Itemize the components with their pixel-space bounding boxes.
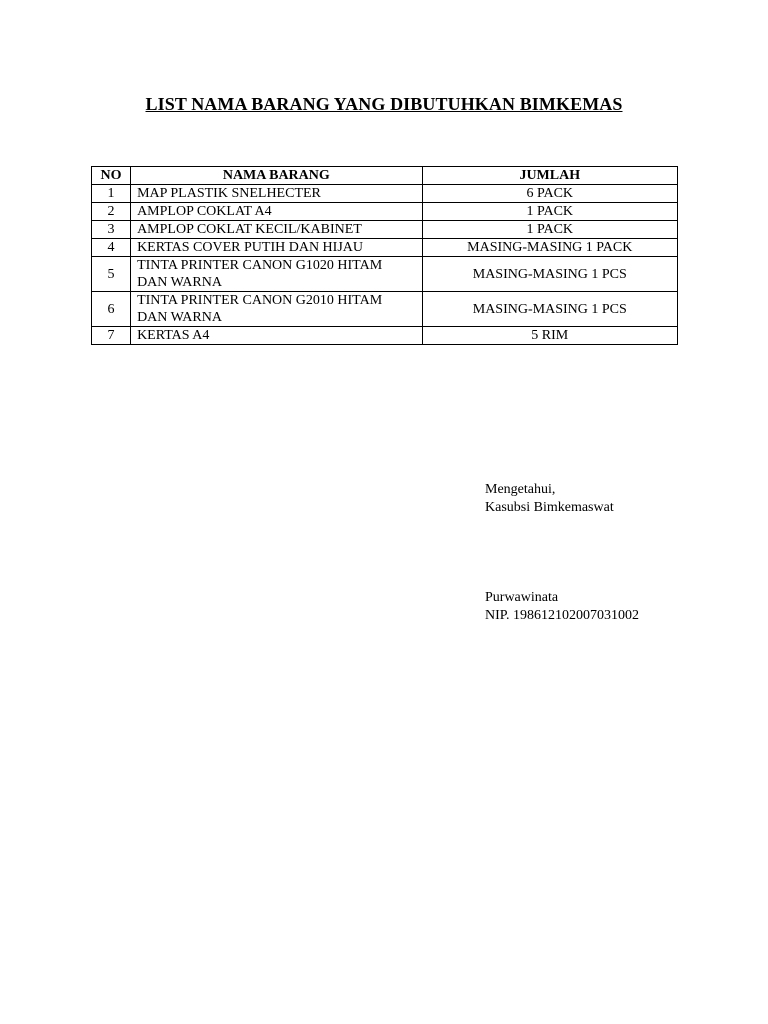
cell-nama-barang: AMPLOP COKLAT KECIL/KABINET — [131, 221, 422, 239]
table-row — [92, 203, 678, 221]
cell-jumlah: 1 PACK — [422, 203, 677, 221]
cell-no: 1 — [92, 185, 131, 203]
signer-nip: NIP. 198612102007031002 — [485, 608, 640, 623]
items-table — [91, 166, 678, 345]
cell-jumlah: 1 PACK — [422, 221, 677, 239]
cell-no: 5 — [92, 257, 131, 292]
cell-no: 6 — [92, 292, 131, 327]
cell-jumlah: MASING-MASING 1 PACK — [422, 239, 677, 257]
table-row — [92, 221, 678, 239]
cell-jumlah: MASING-MASING 1 PCS — [422, 257, 677, 292]
table-row — [92, 185, 678, 203]
signature-name-block — [485, 589, 639, 625]
table-row — [92, 292, 678, 327]
cell-jumlah: MASING-MASING 1 PCS — [422, 292, 677, 327]
signer-position: Kasubsi Bimkemaswat — [485, 500, 614, 515]
table-row — [92, 257, 678, 292]
signature-heading-block — [485, 481, 614, 517]
header-jumlah: JUMLAH — [422, 167, 677, 185]
cell-nama-barang: TINTA PRINTER CANON G2010 HITAM DAN WARNA — [131, 292, 422, 327]
cell-nama-barang: KERTAS COVER PUTIH DAN HIJAU — [131, 239, 422, 257]
header-nama-barang: NAMA BARANG — [131, 167, 422, 185]
table-row — [92, 327, 678, 345]
acknowledge-text: Mengetahui, — [485, 482, 556, 497]
signer-name: Purwawinata — [485, 590, 559, 605]
cell-jumlah: 5 RIM — [422, 327, 677, 345]
header-no: NO — [92, 167, 131, 185]
cell-no: 3 — [92, 221, 131, 239]
table-header-row — [92, 167, 678, 185]
cell-nama-barang: MAP PLASTIK SNELHECTER — [131, 185, 422, 203]
cell-nama-barang: KERTAS A4 — [131, 327, 422, 345]
cell-nama-barang: AMPLOP COKLAT A4 — [131, 203, 422, 221]
cell-nama-barang: TINTA PRINTER CANON G1020 HITAM DAN WARNA — [131, 257, 422, 292]
cell-no: 4 — [92, 239, 131, 257]
document-title: LIST NAMA BARANG YANG DIBUTUHKAN BIMKEMAS — [145, 94, 623, 114]
cell-no: 7 — [92, 327, 131, 345]
table-row — [92, 239, 678, 257]
cell-no: 2 — [92, 203, 131, 221]
cell-jumlah: 6 PACK — [422, 185, 677, 203]
